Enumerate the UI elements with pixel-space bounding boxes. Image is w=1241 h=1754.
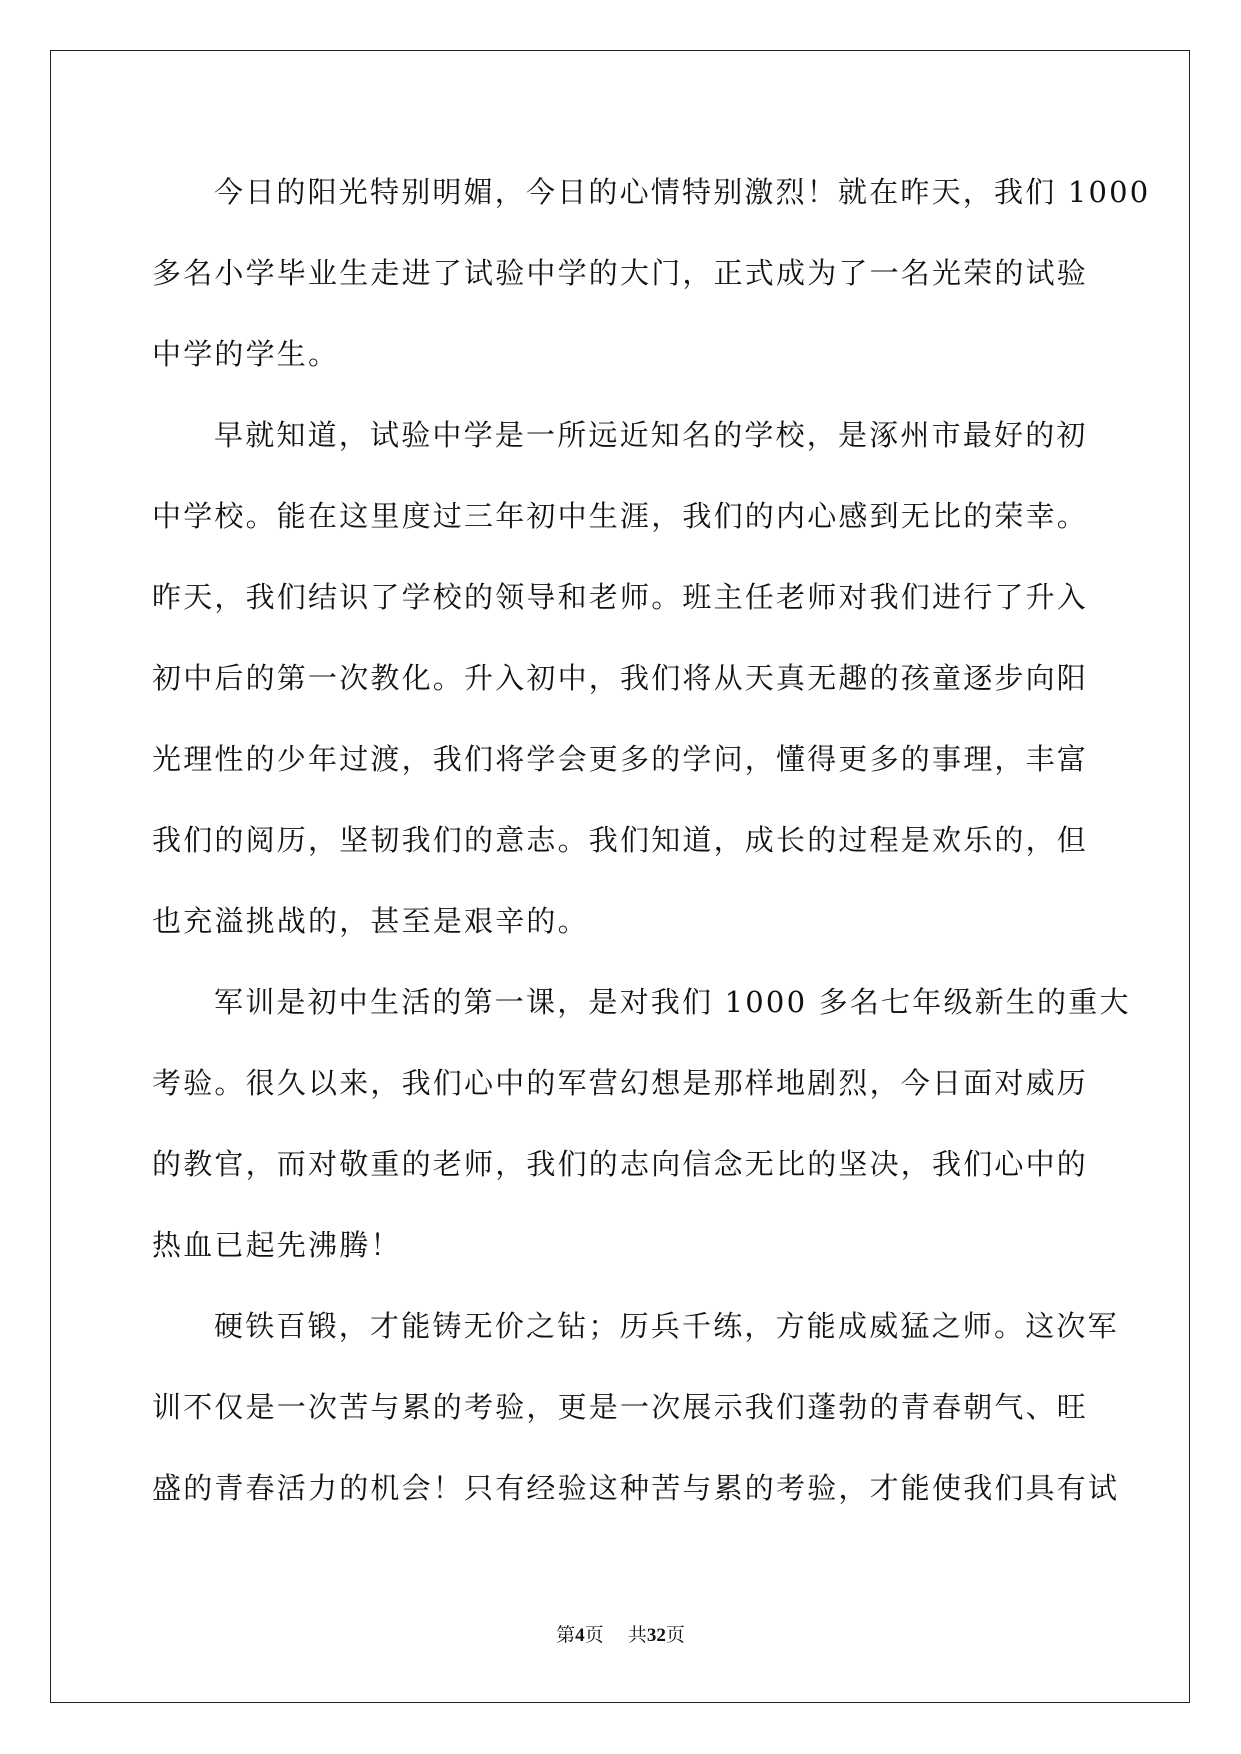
page-footer	[0, 1623, 1241, 1648]
page-suffix: 页	[584, 1624, 604, 1646]
text-line: 今日的阳光特别明媚，今日的心情特别激烈！就在昨天，我们 1000	[214, 175, 1151, 209]
text-line: 初中后的第一次教化。升入初中，我们将从天真无趣的孩童逐步向阳	[152, 661, 1089, 695]
page-border	[50, 50, 1190, 1703]
text-line: 盛的青春活力的机会！只有经验这种苦与累的考验，才能使我们具有试	[152, 1471, 1120, 1505]
total-prefix: 共	[627, 1624, 647, 1646]
text-line: 考验。很久以来，我们心中的军营幻想是那样地剧烈，今日面对威历	[152, 1066, 1089, 1100]
text-line: 也充溢挑战的，甚至是艰辛的。	[152, 904, 589, 938]
page-number: 4	[575, 1625, 585, 1646]
total-pages: 32	[646, 1625, 666, 1646]
text-line: 热血已起先沸腾！	[152, 1228, 402, 1262]
text-line: 硬铁百锻，才能铸无价之钻；历兵千练，方能成威猛之师。这次军	[214, 1309, 1119, 1343]
text-line: 训不仅是一次苦与累的考验，更是一次展示我们蓬勃的青春朝气、旺	[152, 1390, 1089, 1424]
text-line: 军训是初中生活的第一课，是对我们 1000 多名七年级新生的重大	[214, 985, 1131, 1019]
text-line: 中学校。能在这里度过三年初中生涯，我们的内心感到无比的荣幸。	[152, 499, 1089, 533]
text-line: 昨天，我们结识了学校的领导和老师。班主任老师对我们进行了升入	[152, 580, 1089, 614]
text-line: 我们的阅历，坚韧我们的意志。我们知道，成长的过程是欢乐的，但	[152, 823, 1089, 857]
text-line: 光理性的少年过渡，我们将学会更多的学问，懂得更多的事理，丰富	[152, 742, 1089, 776]
text-line: 多名小学毕业生走进了试验中学的大门，正式成为了一名光荣的试验	[152, 256, 1089, 290]
text-line: 中学的学生。	[152, 337, 340, 371]
text-line: 早就知道，试验中学是一所远近知名的学校，是涿州市最好的初	[214, 418, 1088, 452]
text-line: 的教官，而对敬重的老师，我们的志向信念无比的坚决，我们心中的	[152, 1147, 1089, 1181]
page-prefix: 第	[556, 1624, 576, 1646]
total-suffix: 页	[665, 1624, 685, 1646]
